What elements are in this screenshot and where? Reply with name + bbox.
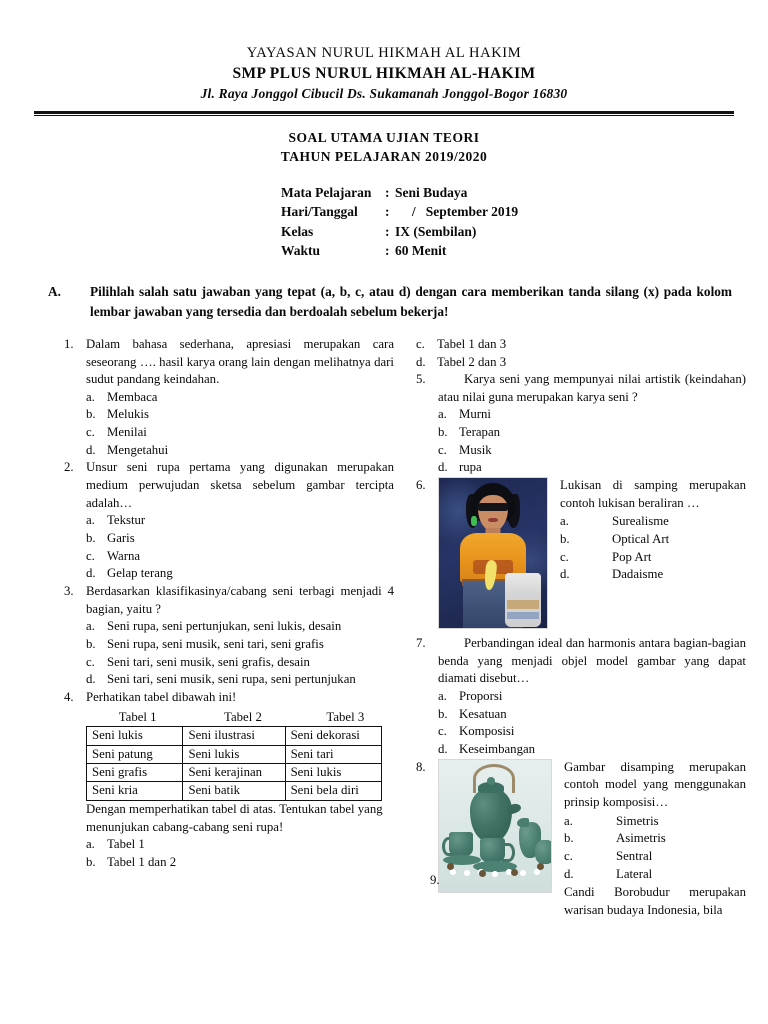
- table-cell: Seni tari: [285, 745, 381, 763]
- instruction-text: Pilihlah salah satu jawaban yang tepat (a, b, c, atau d) dengan cara memberikan tanda silang (x) pada kolom lembar jawaban yang tersedia dan berdoalah sebelum bekerja!: [90, 283, 732, 319]
- question-text: Perbandingan ideal dan harmonis antara bagian-bagian benda yang menjadi objel model gambar yang dapat diamati disebut…: [438, 636, 746, 686]
- option-letter: c.: [564, 848, 573, 863]
- exam-year: TAHUN PELAJARAN 2019/2020: [280, 149, 488, 165]
- wooden-foot: [447, 863, 454, 870]
- option-text: Surealisme: [612, 514, 669, 529]
- option-text: Seni tari, seni musik, seni grafis, desain: [107, 654, 310, 669]
- option-letter: d.: [564, 866, 574, 881]
- meta-colon: :: [385, 243, 390, 259]
- painting-lips: [488, 518, 498, 522]
- question-number: 3.: [64, 584, 74, 599]
- option-b[interactable]: [86, 854, 394, 872]
- option-d[interactable]: [564, 866, 746, 884]
- table-column-headers: [86, 709, 394, 727]
- school-address: Jl. Raya Jonggol Cibucil Ds. Sukamanah Jonggol-Bogor 16830: [200, 85, 568, 101]
- question-4-followup: Dengan memperhatikan tabel di atas. Tentukan tabel yang menunjukan cabang-cabang seni rupa!: [86, 801, 383, 834]
- option-letter: b.: [86, 637, 96, 651]
- option-letter: b.: [560, 532, 570, 547]
- exam-title-block: [0, 128, 768, 167]
- table-row: [87, 727, 382, 745]
- options-list: [86, 618, 394, 689]
- table-header-3: Tabel 3: [326, 709, 365, 724]
- option-letter: a.: [564, 813, 573, 828]
- option-d[interactable]: [438, 459, 746, 477]
- question-text: Gambar disamping merupakan contoh model yang menggunakan prinsip komposisi…: [564, 759, 746, 809]
- question-number: 8.: [416, 759, 426, 774]
- option-letter: c.: [416, 336, 425, 351]
- question-text: Lukisan di samping merupakan contoh lukisan beraliran …: [560, 478, 746, 510]
- option-text: Tabel 1 dan 3: [437, 336, 507, 351]
- question-2: [64, 459, 394, 583]
- meta-value: IX (Sembilan): [395, 223, 477, 239]
- meta-value: 60 Menit: [395, 243, 447, 259]
- cup-right: [480, 838, 505, 862]
- option-c[interactable]: [560, 549, 746, 567]
- options-list: [86, 389, 394, 460]
- table-header-1: Tabel 1: [118, 709, 157, 724]
- question-4-table: [86, 726, 382, 801]
- question-4-options: [86, 836, 394, 871]
- option-b[interactable]: [564, 830, 746, 848]
- meta-row-subject: [281, 183, 768, 203]
- option-text: Tabel 1: [107, 837, 145, 852]
- ceramic-still-life-image: [438, 759, 552, 893]
- option-letter: c.: [86, 654, 95, 669]
- option-text: Asimetris: [616, 831, 666, 846]
- question-number: 4.: [64, 689, 74, 704]
- option-text: Tabel 2 dan 3: [437, 354, 507, 369]
- option-c[interactable]: [438, 442, 746, 460]
- question-number: 1.: [64, 336, 74, 351]
- table-cell: Seni lukis: [183, 745, 285, 763]
- option-letter: b.: [86, 407, 96, 422]
- question-text: Unsur seni rupa pertama yang digunakan merupakan medium perwujudan sketsa sebelum gambar tercipta adalah…: [86, 460, 394, 510]
- question-4: [64, 689, 394, 707]
- option-c[interactable]: [438, 723, 746, 741]
- question-9-number: 9.: [430, 873, 440, 887]
- painting-face: [478, 495, 508, 531]
- question-5: [416, 371, 746, 477]
- option-text: Tabel 1 dan 2: [107, 854, 177, 869]
- option-a[interactable]: [86, 512, 394, 530]
- option-d[interactable]: [86, 671, 394, 689]
- header-divider: [34, 111, 734, 116]
- option-letter: d.: [86, 566, 96, 581]
- table-cell: Seni kerajinan: [183, 764, 285, 782]
- painting-bag-stripe-2: [507, 612, 539, 619]
- option-b[interactable]: [86, 530, 394, 548]
- option-letter: b.: [438, 425, 448, 440]
- option-a[interactable]: [86, 836, 394, 854]
- option-c[interactable]: [86, 548, 394, 566]
- meta-row-class: [281, 222, 768, 242]
- option-letter: a.: [86, 619, 95, 634]
- option-letter: a.: [438, 407, 447, 422]
- option-letter: d.: [86, 672, 96, 687]
- table-cell: Seni grafis: [87, 764, 183, 782]
- left-column: [64, 336, 394, 920]
- option-text: Membaca: [107, 389, 158, 404]
- option-letter: b.: [438, 706, 448, 721]
- options-list: [438, 406, 746, 477]
- foundation-name: YAYASAN NURUL HIKMAH AL HAKIM: [246, 45, 522, 61]
- table-row: [87, 745, 382, 763]
- meta-row-duration: [281, 241, 768, 261]
- option-text: Musik: [459, 442, 492, 457]
- meta-colon: :: [385, 223, 390, 239]
- option-letter: c.: [86, 425, 95, 440]
- question-4-options-continued: [416, 336, 746, 371]
- option-d[interactable]: [416, 354, 746, 372]
- option-text: Seni tari, seni musik, seni rupa, seni pertunjukan: [107, 672, 356, 687]
- wooden-foot: [537, 863, 544, 870]
- option-a[interactable]: [560, 513, 746, 531]
- cup-left: [449, 832, 473, 856]
- table-cell: Seni lukis: [87, 727, 183, 745]
- option-letter: a.: [438, 689, 447, 704]
- table-cell: Seni lukis: [285, 764, 381, 782]
- table-cell: Seni batik: [183, 782, 285, 800]
- question-3: [64, 583, 394, 689]
- question-number: 6.: [416, 478, 426, 493]
- meta-label: Mata Pelajaran: [281, 184, 372, 200]
- painting-bag-stripe: [507, 600, 539, 609]
- option-text: Warna: [107, 548, 141, 563]
- option-text: Gelap terang: [107, 566, 173, 581]
- option-c[interactable]: [86, 654, 394, 672]
- question-text: Perhatikan tabel dibawah ini!: [86, 689, 237, 704]
- option-b[interactable]: [438, 424, 746, 442]
- option-a[interactable]: [438, 406, 746, 424]
- wooden-foot: [479, 870, 486, 877]
- instruction-letter: A.: [48, 283, 61, 299]
- option-text: Mengetahui: [107, 442, 169, 457]
- table-cell: Seni dekorasi: [285, 727, 381, 745]
- option-b[interactable]: [86, 406, 394, 424]
- option-letter: a.: [560, 514, 569, 529]
- option-b[interactable]: [560, 531, 746, 549]
- table-header-2: Tabel 2: [224, 709, 262, 724]
- option-letter: d.: [416, 354, 426, 369]
- question-number: 7.: [416, 636, 426, 651]
- option-b[interactable]: [86, 636, 394, 654]
- option-text: Optical Art: [612, 532, 670, 547]
- table-cell: Seni ilustrasi: [183, 727, 285, 745]
- meta-value: / September 2019: [395, 204, 519, 220]
- option-text: Dadaisme: [612, 567, 664, 582]
- question-6: [416, 477, 746, 629]
- option-text: Melukis: [107, 407, 149, 422]
- option-d[interactable]: [560, 566, 746, 584]
- option-letter: b.: [564, 831, 574, 846]
- option-text: Pop Art: [612, 549, 652, 564]
- option-letter: a.: [86, 513, 95, 528]
- options-list: [86, 512, 394, 583]
- table-cell: Seni patung: [87, 745, 183, 763]
- meta-value: Seni Budaya: [395, 184, 468, 200]
- question-text: Karya seni yang mempunyai nilai artistik (keindahan) atau nilai guna merupakan karya seni ?: [438, 372, 746, 404]
- option-text: Proporsi: [459, 689, 503, 704]
- table-row: [87, 764, 382, 782]
- option-letter: d.: [438, 460, 448, 475]
- exam-title: SOAL UTAMA UJIAN TEORI: [288, 129, 480, 145]
- sunglasses-icon: [478, 503, 509, 511]
- pitcher-lip: [517, 818, 529, 827]
- option-d[interactable]: [438, 741, 746, 759]
- question-8: [416, 759, 746, 920]
- option-a[interactable]: [86, 618, 394, 636]
- option-text: Garis: [107, 531, 135, 546]
- lace-doily: [445, 866, 545, 878]
- meta-colon: :: [385, 184, 390, 200]
- option-text: Tekstur: [107, 513, 146, 528]
- option-text: Seni rupa, seni pertunjukan, seni lukis, desain: [107, 619, 342, 634]
- meta-label: Hari/Tanggal: [281, 204, 358, 220]
- option-text: Sentral: [616, 848, 653, 863]
- small-jar: [535, 840, 552, 864]
- question-number: 2.: [64, 460, 74, 475]
- option-c[interactable]: [416, 336, 746, 354]
- option-letter: a.: [86, 389, 95, 404]
- option-text: Simetris: [616, 813, 659, 828]
- meta-row-date: [281, 202, 768, 222]
- option-text: Lateral: [616, 866, 653, 881]
- question-1: [64, 336, 394, 460]
- option-a[interactable]: [438, 688, 746, 706]
- meta-label: Waktu: [281, 243, 321, 259]
- option-text: Kesatuan: [459, 706, 507, 721]
- option-b[interactable]: [438, 706, 746, 724]
- wooden-foot: [511, 869, 518, 876]
- option-c[interactable]: [564, 848, 746, 866]
- table-row: [87, 782, 382, 800]
- question-text: Berdasarkan klasifikasinya/cabang seni terbagi menjadi 4 bagian, yaitu ?: [86, 584, 394, 616]
- pop-art-painting-image: [438, 477, 548, 629]
- right-column: [416, 336, 746, 920]
- meta-label: Kelas: [281, 223, 314, 239]
- option-letter: d.: [438, 742, 448, 757]
- teapot-knob: [487, 777, 495, 785]
- document-header: [0, 0, 768, 104]
- table-cell: Seni bela diri: [285, 782, 381, 800]
- option-text: Terapan: [459, 425, 501, 440]
- meta-colon: :: [385, 204, 390, 220]
- painting-earring: [471, 516, 477, 526]
- option-letter: c.: [86, 548, 95, 563]
- option-letter: c.: [438, 442, 447, 457]
- option-a[interactable]: [86, 389, 394, 407]
- option-letter: d.: [560, 567, 570, 582]
- options-list: [564, 813, 746, 884]
- option-text: Menilai: [107, 425, 147, 440]
- option-text: Murni: [459, 407, 491, 422]
- option-letter: a.: [86, 837, 95, 852]
- option-d[interactable]: [86, 442, 394, 460]
- option-d[interactable]: [86, 565, 394, 583]
- question-9-text: Candi Borobudur merupakan warisan budaya Indonesia, bila: [564, 885, 746, 917]
- school-name: SMP PLUS NURUL HIKMAH AL-HAKIM: [232, 64, 536, 82]
- question-text: Dalam bahasa sederhana, apresiasi merupakan cara seseorang …. hasil karya orang lain dengan melihatnya dari sudut pandang keindahan.: [86, 336, 394, 387]
- option-text: Keseimbangan: [459, 742, 536, 757]
- option-letter: c.: [560, 549, 569, 564]
- options-list: [438, 688, 746, 759]
- option-c[interactable]: [86, 424, 394, 442]
- question-number: 5.: [416, 372, 426, 387]
- option-text: Seni rupa, seni musik, seni tari, seni grafis: [107, 637, 324, 651]
- option-letter: c.: [438, 724, 447, 739]
- option-letter: b.: [86, 854, 96, 869]
- question-7: [416, 635, 746, 759]
- options-list: [560, 513, 746, 584]
- exam-meta: [281, 183, 768, 261]
- option-letter: d.: [86, 442, 96, 457]
- option-letter: b.: [86, 531, 96, 546]
- option-text: rupa: [459, 460, 482, 475]
- table-cell: Seni kria: [87, 782, 183, 800]
- option-text: Komposisi: [459, 724, 515, 739]
- teapot-body: [470, 788, 512, 842]
- option-a[interactable]: [564, 813, 746, 831]
- questions-columns: [0, 336, 768, 920]
- instruction-block: [48, 282, 732, 322]
